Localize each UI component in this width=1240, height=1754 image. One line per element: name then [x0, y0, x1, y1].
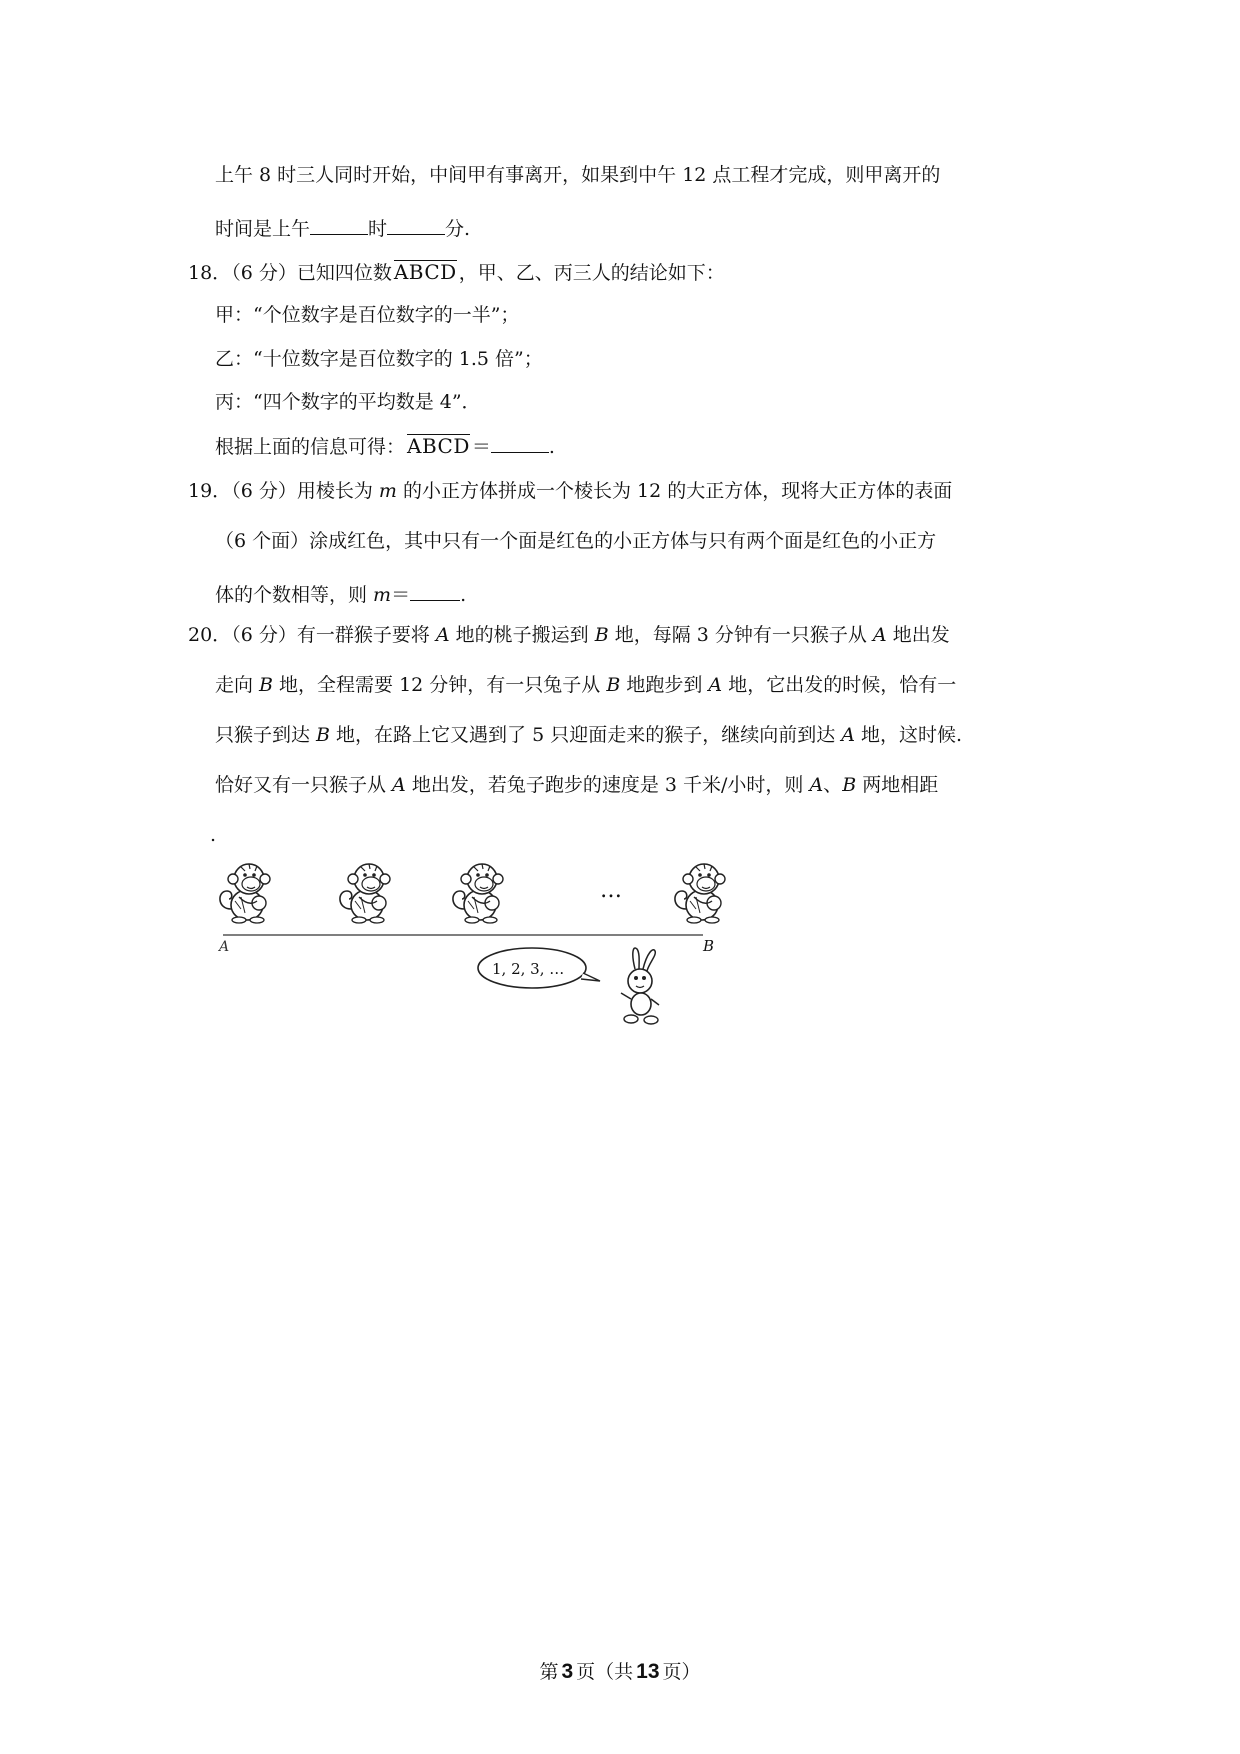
question-number: 20． [188, 624, 232, 646]
question-number: 18． [188, 262, 232, 284]
q20-line1: 20．（6 分）有一群猴子要将 A 地的桃子搬运到 B 地，每隔 3 分钟有一只猴子从 A 地出发 [188, 624, 950, 646]
question-number: 19． [188, 480, 232, 502]
answer-blank-abcd[interactable] [491, 434, 549, 453]
answer-blank-hour[interactable] [310, 216, 368, 235]
monkey-icon [340, 864, 390, 923]
q20-line4: 恰好又有一只猴子从 A 地出发，若兔子跑步的速度是 3 千米/小时，则 A、B 两地相距 [215, 774, 939, 796]
overline-abcd: ABCD [407, 434, 470, 459]
q17-line1 [215, 166, 940, 185]
question-score: （6 分） [231, 624, 297, 646]
question-score: （6 分） [231, 480, 297, 502]
rabbit-icon [621, 948, 659, 1024]
q17-line2: 时间是上午 时 分. [215, 216, 470, 239]
total-page-count: 13 [636, 1660, 660, 1683]
q18-yi: 乙：“十位数字是百位数字的 1.5 倍”； [215, 348, 543, 370]
ellipsis-label: … [600, 878, 622, 903]
speech-text: 1, 2, 3, … [492, 960, 565, 978]
q18-stem: 18．（6 分）已知四位数 ABCD ，甲、乙、丙三人的结论如下： [188, 260, 725, 284]
monkey-icon [675, 864, 725, 923]
monkey-icon [453, 864, 503, 923]
monkey-icon [220, 864, 270, 923]
monkeys-rabbit-figure [215, 855, 745, 1040]
current-page-number: 3 [561, 1660, 574, 1683]
q19-line2: （6 个面）涂成红色，其中只有一个面是红色的小正方体与只有两个面是红色的小正方 [215, 530, 937, 552]
q20-line5: . [210, 824, 217, 846]
label-a: A [219, 939, 230, 955]
q20-line3: 只猴子到达 B 地，在路上它又遇到了 5 只迎面走来的猴子，继续向前到达 A 地，这时候. [215, 724, 963, 746]
answer-blank-minute[interactable] [387, 216, 445, 235]
q18-bing: 丙：“四个数字的平均数是 4”． [215, 391, 481, 413]
overline-abcd: ABCD [393, 260, 457, 284]
label-b: B [703, 937, 715, 955]
question-score: （6 分） [231, 262, 297, 284]
q18-result: 根据上面的信息可得： ABCD ＝ . [215, 434, 555, 459]
page-footer: 第 3 页（共 13 页） [539, 1660, 701, 1683]
q18-jia: 甲：“个位数字是百位数字的一半”； [215, 304, 520, 326]
q20-line2: 走向 B 地，全程需要 12 分钟，有一只兔子从 B 地跑步到 A 地，它出发的时候，恰有一 [215, 674, 957, 696]
q19-line1: 19．（6 分）用棱长为 m 的小正方体拼成一个棱长为 12 的大正方体，现将大正方体的表面 [188, 480, 953, 502]
answer-blank-m[interactable] [410, 582, 460, 601]
q17-text: 上午 8 时三人同时开始，中间甲有事离开，如果到中午 12 点工程才完成，则甲离开的 [215, 164, 941, 186]
q19-line3: 体的个数相等，则 m＝ . [215, 582, 466, 605]
